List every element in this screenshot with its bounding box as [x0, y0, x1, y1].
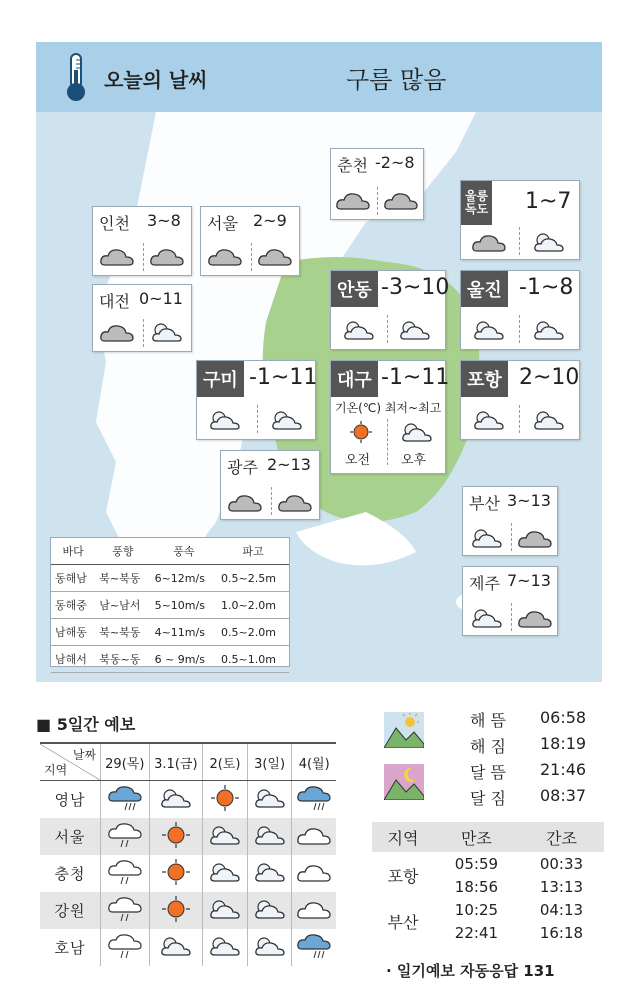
forecast-region: 영남	[40, 781, 101, 819]
moonrise-time: 21:46	[540, 760, 587, 779]
thermometer-icon	[64, 52, 88, 102]
sun-cloud-icon	[399, 421, 435, 443]
city-card-uljin	[460, 270, 580, 350]
forecast-date: 3.1(금)	[149, 743, 203, 781]
city-name: 서울	[207, 214, 238, 233]
tide-header: 만조	[434, 822, 519, 852]
sun-icon	[158, 822, 194, 848]
sea-header: 풍속	[151, 538, 217, 565]
divider	[143, 243, 144, 271]
map-panel	[36, 42, 602, 682]
city-tag: 대구	[331, 361, 378, 397]
tide-header: 지역	[372, 822, 434, 852]
pm-label: 오후	[401, 453, 427, 468]
city-temp: -1~11	[249, 365, 318, 390]
sea-conditions-table	[50, 537, 290, 667]
cloud-icon	[227, 491, 263, 513]
table-row	[40, 781, 336, 819]
sun-cloud-icon	[207, 898, 243, 920]
city-name: 인천	[99, 214, 130, 233]
table-row: 동해남 북~북동 6~12m/s 0.5~2.5m	[51, 565, 289, 592]
sun-icon	[158, 859, 194, 885]
sun-cloud-icon	[469, 527, 505, 549]
cloud-icon	[207, 245, 243, 267]
city-name: 광주	[227, 458, 258, 477]
cloud-icon	[277, 491, 313, 513]
ars-info: · 일기예보 자동응답 131	[386, 962, 555, 980]
city-card-ulleung	[460, 180, 580, 260]
am-label: 오전	[345, 453, 371, 468]
sea-header: 바다	[51, 538, 95, 565]
sunset-time: 18:19	[540, 734, 587, 753]
map-header	[36, 42, 602, 112]
city-card-chuncheon	[330, 148, 424, 220]
divider	[519, 227, 520, 255]
sun-cloud-icon	[252, 861, 288, 883]
divider	[519, 315, 520, 343]
city-temp: 1~7	[525, 189, 572, 214]
table-row: 부산 10:25 04:13	[372, 898, 604, 921]
forecast-corner: 날짜 지역	[40, 743, 101, 781]
daegu-legend-caption: 기온(℃) 최저~최고	[335, 401, 442, 415]
table-row: 18:56 13:13	[454, 877, 584, 896]
sunrise-label: 해 뜸	[470, 711, 506, 730]
table-row: 남해동 북~북동 4~11m/s 0.5~2.0m	[51, 619, 289, 646]
divider	[271, 487, 272, 515]
city-temp: -1~11	[381, 365, 450, 390]
sea-header: 파고	[217, 538, 289, 565]
sun-cloud-icon	[531, 231, 567, 253]
city-temp: 2~10	[519, 365, 580, 390]
tide-table	[372, 822, 604, 944]
page-title: 오늘의 날씨	[104, 68, 208, 92]
sea-header: 풍향	[95, 538, 150, 565]
cloud-icon	[99, 245, 135, 267]
moonrise-moonset-icon	[384, 764, 424, 800]
city-temp: 0~11	[139, 289, 183, 308]
divider	[511, 603, 512, 631]
table-row: 남해서 북동~동 6 ~ 9m/s 0.5~1.0m	[51, 646, 289, 673]
cloud-rain-icon	[107, 822, 143, 848]
city-card-jeju	[462, 566, 558, 636]
sun-cloud-icon	[252, 935, 288, 957]
forecast-region: 서울	[40, 818, 101, 855]
city-temp: 3~13	[507, 491, 551, 510]
city-card-busan	[462, 486, 558, 556]
city-tag: 울진	[461, 271, 508, 307]
divider	[143, 319, 144, 347]
sun-cloud-icon	[207, 861, 243, 883]
city-temp: 2~9	[253, 211, 287, 230]
forecast-date: 3(일)	[247, 743, 292, 781]
cloud-rain-heavy-icon	[296, 933, 332, 959]
table-row	[40, 818, 336, 855]
table-row: 포항 05:59 00:33	[372, 852, 604, 875]
forecast-title: ■ 5일간 예보	[36, 715, 136, 734]
cloud-icon	[99, 321, 135, 343]
tide-region: 포항	[387, 866, 419, 886]
city-temp: -2~8	[375, 153, 415, 172]
cloud-rain-heavy-icon	[296, 785, 332, 811]
cloud-icon	[149, 245, 185, 267]
divider	[251, 243, 252, 271]
sunset-label: 해 짐	[470, 737, 506, 756]
cloud-icon	[335, 189, 371, 211]
city-card-seoul	[200, 206, 300, 276]
sun-cloud-icon	[471, 319, 507, 341]
table-row	[40, 892, 336, 929]
sun-cloud-icon	[269, 409, 305, 431]
sun-cloud-icon	[341, 319, 377, 341]
cloud-rain-icon	[107, 859, 143, 885]
tide-header: 간조	[519, 822, 604, 852]
forecast-date: 2(토)	[203, 743, 248, 781]
divider	[511, 523, 512, 551]
city-card-incheon	[92, 206, 192, 276]
city-tag: 울릉 독도	[461, 181, 492, 225]
sun-icon	[207, 785, 243, 811]
sun-cloud-icon	[252, 898, 288, 920]
cloud-rain-icon	[107, 896, 143, 922]
forecast-region: 충청	[40, 855, 101, 892]
table-row: 22:41 16:18	[454, 923, 584, 942]
sun-cloud-icon	[471, 409, 507, 431]
forecast-date: 4(월)	[292, 743, 336, 781]
city-card-gwangju	[220, 450, 320, 520]
weather-condition: 구름 많음	[346, 66, 447, 94]
moonrise-label: 달 뜸	[470, 763, 506, 782]
city-card-gumi	[196, 360, 316, 440]
sun-icon	[158, 896, 194, 922]
cloud-icon	[296, 824, 332, 846]
city-temp: -3~10	[381, 275, 450, 300]
sun-cloud-icon	[469, 607, 505, 629]
city-card-daegu	[330, 360, 450, 474]
sun-cloud-icon	[158, 935, 194, 957]
city-tag: 안동	[331, 271, 378, 307]
sun-cloud-icon	[531, 409, 567, 431]
cloud-icon	[517, 607, 553, 629]
sun-icon	[343, 421, 379, 443]
city-temp: -1~8	[519, 275, 574, 300]
city-tag: 구미	[197, 361, 244, 397]
table-row	[40, 855, 336, 892]
cloud-rain-heavy-icon	[107, 785, 143, 811]
sun-cloud-icon	[207, 824, 243, 846]
city-card-daejeon	[92, 284, 192, 352]
city-name: 춘천	[337, 156, 368, 175]
cloud-icon	[383, 189, 419, 211]
moonset-time: 08:37	[540, 786, 587, 805]
divider	[519, 405, 520, 433]
city-temp: 7~13	[507, 571, 551, 590]
table-row: 동해중 남~남서 5~10m/s 1.0~2.0m	[51, 592, 289, 619]
cloud-icon	[296, 861, 332, 883]
forecast-region: 강원	[40, 892, 101, 929]
sun-cloud-icon	[531, 319, 567, 341]
moonset-label: 달 짐	[470, 789, 506, 808]
sun-cloud-icon	[158, 787, 194, 809]
sunrise-time: 06:58	[540, 708, 587, 727]
sun-cloud-icon	[207, 935, 243, 957]
divider	[387, 315, 388, 343]
sun-cloud-icon	[397, 319, 433, 341]
sun-cloud-icon	[149, 321, 185, 343]
city-temp: 2~13	[267, 455, 311, 474]
city-name: 부산	[469, 494, 500, 513]
city-name: 제주	[469, 574, 500, 593]
forecast-region: 호남	[40, 929, 101, 966]
city-tag: 포항	[461, 361, 508, 397]
divider	[377, 187, 378, 215]
tide-region: 부산	[387, 912, 419, 932]
city-name: 대전	[99, 292, 130, 311]
divider	[387, 419, 388, 465]
sun-cloud-icon	[207, 409, 243, 431]
cloud-icon	[471, 231, 507, 253]
cloud-rain-icon	[107, 933, 143, 959]
divider	[257, 405, 258, 433]
city-card-pohang	[460, 360, 580, 440]
city-temp: 3~8	[147, 211, 181, 230]
table-row	[40, 929, 336, 966]
city-card-andong	[330, 270, 450, 350]
cloud-icon	[296, 898, 332, 920]
sun-cloud-icon	[252, 787, 288, 809]
cloud-icon	[517, 527, 553, 549]
five-day-forecast-table	[40, 742, 336, 966]
sunrise-sunset-icon	[384, 712, 424, 748]
forecast-date: 29(목)	[101, 743, 150, 781]
cloud-icon	[257, 245, 293, 267]
sun-cloud-icon	[252, 824, 288, 846]
